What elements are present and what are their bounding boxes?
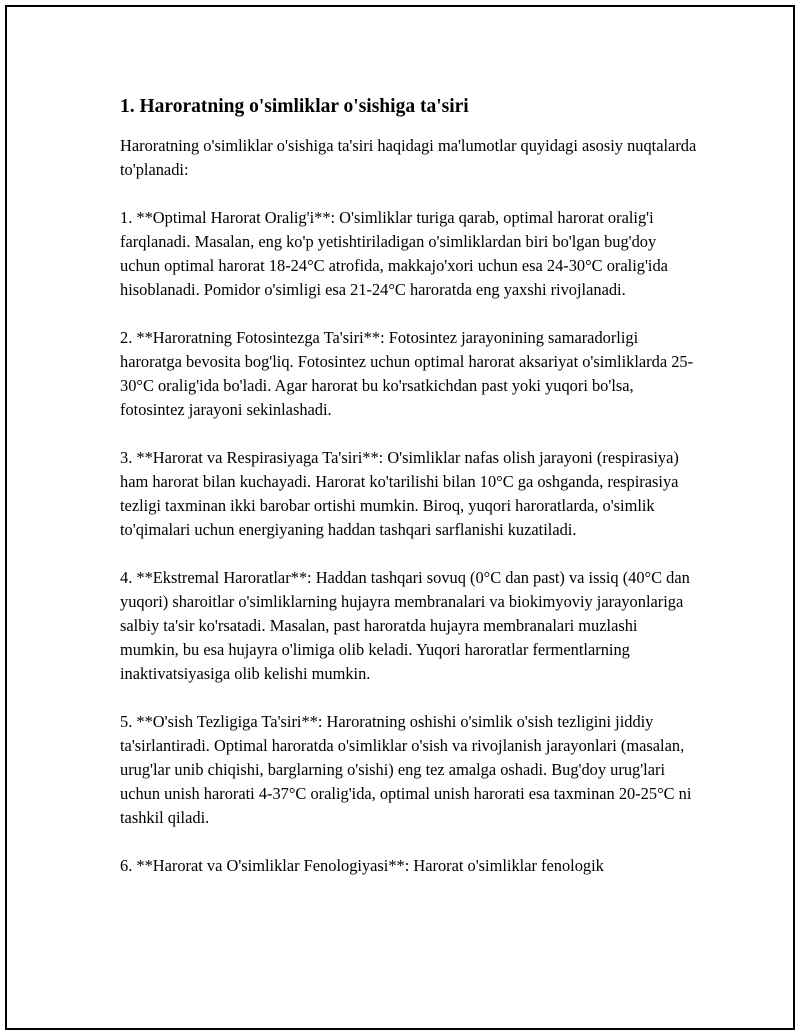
document-page: [5, 5, 795, 1030]
section-heading: 1. Haroratning o'simliklar o'sishiga ta'siri: [120, 96, 469, 117]
paragraph-optimal-temperature-range: 1. **Optimal Harorat Oralig'i**: O'simliklar turiga qarab, optimal harorat oralig'i farqlanadi. Masalan, eng ko'p yetishtiriladigan o'simliklardan biri bo'lgan bug'doy uchun optimal harorat 18-24°C atrofida, makkajo'xori uchun esa 24-30°C oralig'ida hisoblanadi. Pomidor o'simligi esa 21-24°C haroratda eng yaxshi rivojlanadi.: [120, 208, 668, 299]
paragraph-extreme-temperatures: 4. **Ekstremal Haroratlar**: Haddan tashqari sovuq (0°C dan past) va issiq (40°C dan yuqori) sharoitlar o'simliklarning hujayra membranalari va biokimyoviy jarayonlariga salbiy ta'sir ko'rsatadi. Masalan, past haroratda hujayra membranalari muzlashi mumkin, bu esa hujayra o'limiga olib keladi. Yuqori haroratlar fermentlarning inaktivatsiyasiga olib kelishi mumkin.: [120, 568, 690, 683]
paragraph-growth-rate-effect: 5. **O'sish Tezligiga Ta'siri**: Haroratning oshishi o'simlik o'sish tezligini jiddiy ta'sirlantiradi. Optimal haroratda o'simliklar o'sish va rivojlanish jarayonlari (masalan, urug'lar unib chiqishi, barglarning o'sishi) eng tez amalga oshadi. Bug'doy urug'lari uchun unish harorati 4-37°C oralig'ida, optimal unish harorati esa taxminan 20-25°C ni tashkil qiladi.: [120, 712, 692, 827]
paragraph-respiration-effect: 3. **Harorat va Respirasiyaga Ta'siri**: O'simliklar nafas olish jarayoni (respirasiya) ham harorat bilan kuchayadi. Harorat ko'tarilishi bilan 10°C ga oshganda, respirasiya tezligi taxminan ikki barobar ortishi mumkin. Biroq, yuqori haroratlarda, o'simlik to'qimalari uchun energiyaning haddan tashqari sarflanishi kuzatiladi.: [120, 448, 679, 539]
paragraph-photosynthesis-effect: 2. **Haroratning Fotosintezga Ta'siri**: Fotosintez jarayonining samaradorligi haroratga bevosita bog'liq. Fotosintez uchun optimal harorat aksariyat o'simliklarda 25-30°C oralig'ida bo'ladi. Agar harorat bu ko'rsatkichdan past yoki yuqori bo'lsa, fotosintez jarayoni sekinlashadi.: [120, 328, 694, 419]
document-content: [120, 95, 700, 878]
intro-paragraph: Haroratning o'simliklar o'sishiga ta'siri haqidagi ma'lumotlar quyidagi asosiy nuqtalarda to'planadi:: [120, 136, 697, 179]
paragraph-phenology: 6. **Harorat va O'simliklar Fenologiyasi**: Harorat o'simliklar fenologik: [120, 856, 604, 875]
